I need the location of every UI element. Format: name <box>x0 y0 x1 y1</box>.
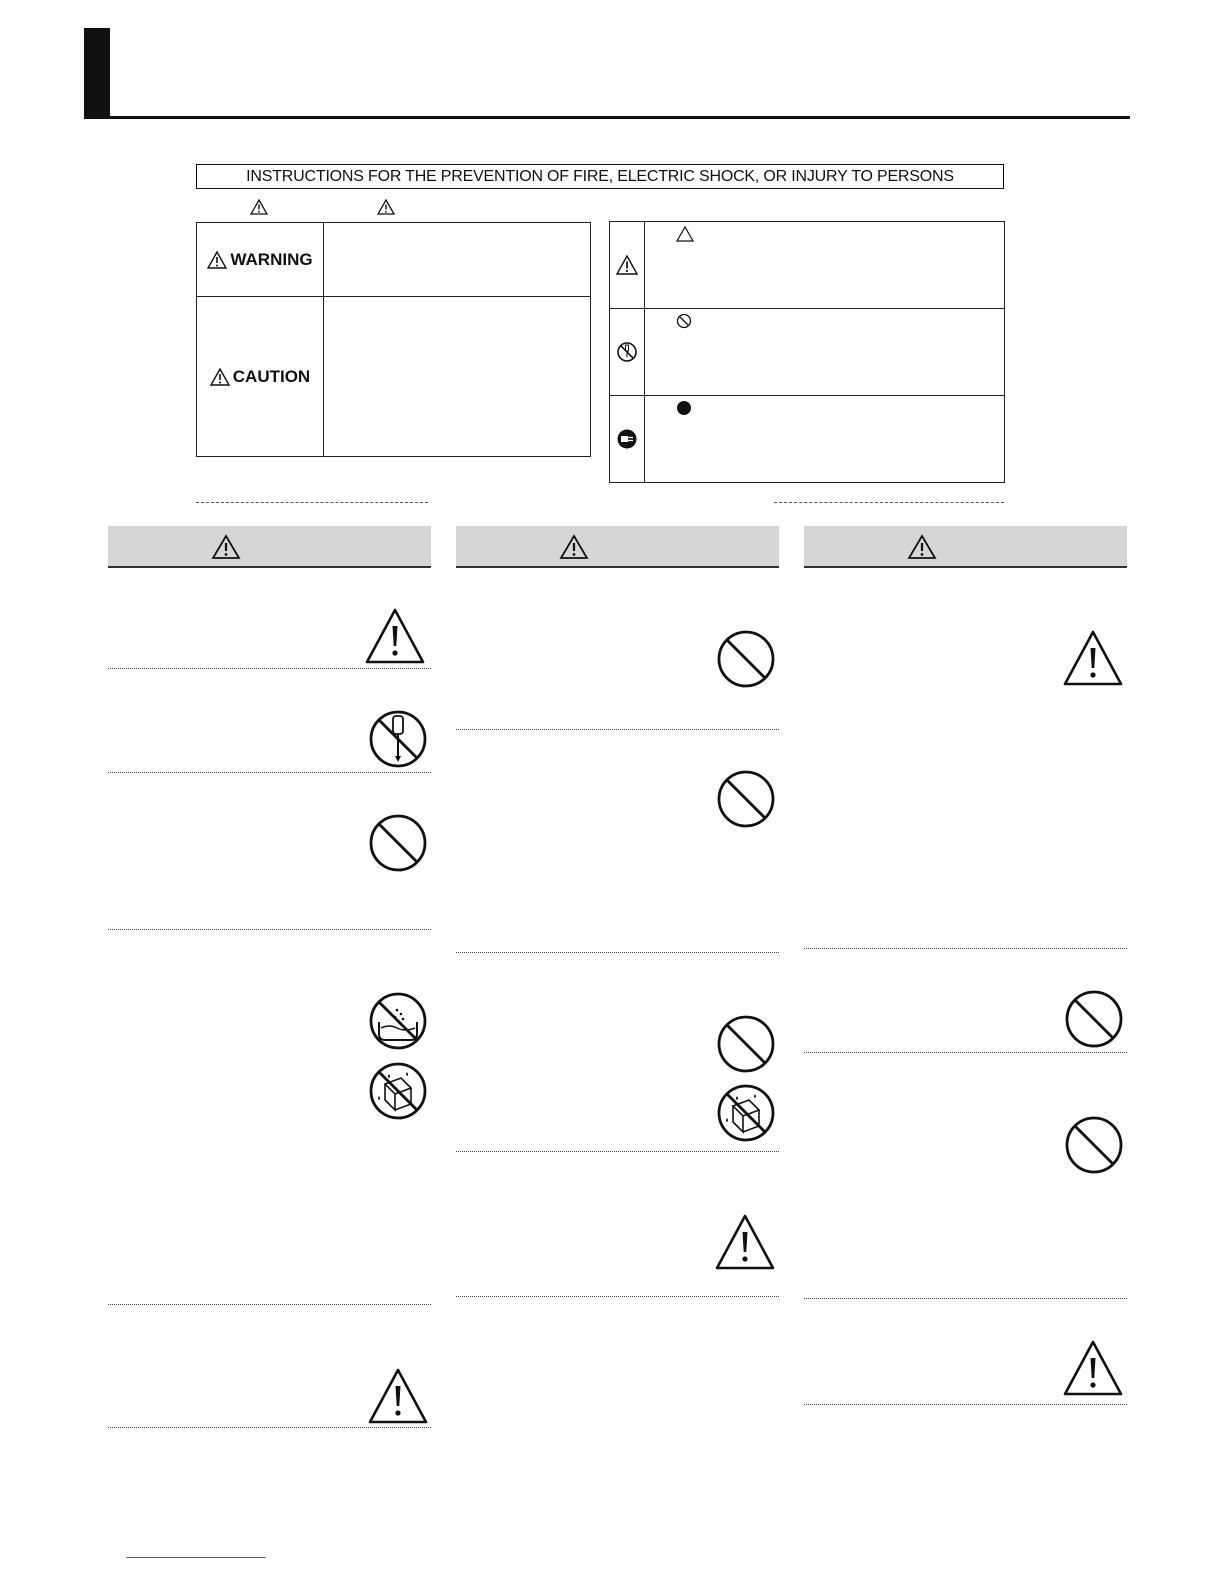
warning-triangle-icon <box>211 534 241 560</box>
definitions-table <box>196 222 591 457</box>
warning-triangle-icon <box>210 368 230 386</box>
instructions-banner: INSTRUCTIONS FOR THE PREVENTION OF FIRE, ELECTRIC SHOCK, OR INJURY TO PERSONS <box>196 164 1004 189</box>
warning-triangle-icon <box>377 199 395 215</box>
section-title-block <box>84 28 110 118</box>
dotted-separator <box>108 668 431 669</box>
prohibited-icon <box>676 313 692 329</box>
prohibited-icon <box>367 812 429 874</box>
footer-link-underline[interactable] <box>126 1557 266 1558</box>
symbols-table <box>609 221 1005 483</box>
column-header-1 <box>108 526 431 568</box>
prohibited-icon <box>1063 1114 1125 1176</box>
warning-triangle-icon <box>250 199 268 215</box>
dotted-separator <box>108 929 431 930</box>
caution-label: CAUTION <box>232 366 311 386</box>
column-header-2 <box>456 526 779 568</box>
prohibited-icon <box>715 1013 777 1075</box>
symbol-row-alert <box>610 222 1004 309</box>
warning-triangle-icon <box>367 1366 429 1428</box>
no-moisture-icon <box>367 1060 429 1122</box>
warning-triangle-icon <box>364 606 426 668</box>
prohibited-icon <box>715 768 777 830</box>
warning-label: WARNING <box>230 249 313 269</box>
warning-triangle-icon <box>714 1212 776 1274</box>
no-bathtub-icon <box>367 990 429 1052</box>
definition-row-caution <box>197 297 590 456</box>
warning-triangle-icon <box>616 255 638 275</box>
prohibited-icon <box>715 628 777 690</box>
dotted-separator <box>804 1404 1127 1405</box>
dashed-separator <box>774 502 1004 503</box>
definition-row-warning <box>197 223 590 297</box>
column-header-3 <box>804 526 1127 568</box>
warning-triangle-icon <box>559 534 589 560</box>
dotted-separator <box>804 948 1127 949</box>
prohibited-icon <box>1063 988 1125 1050</box>
symbol-row-mandatory <box>610 396 1004 482</box>
dotted-separator <box>804 1052 1127 1053</box>
section-title-rule <box>84 116 1130 119</box>
filled-circle-icon <box>676 400 692 416</box>
symbol-row-prohibited <box>610 309 1004 396</box>
warning-triangle-icon <box>1062 1338 1124 1400</box>
no-disassemble-icon <box>616 341 638 363</box>
caution-label-cell <box>197 297 324 456</box>
dotted-separator <box>108 1304 431 1305</box>
dotted-separator <box>804 1298 1127 1299</box>
warning-triangle-icon <box>1062 628 1124 690</box>
warning-label-cell <box>197 223 324 296</box>
dotted-separator <box>456 1151 779 1152</box>
warning-triangle-icon <box>207 251 227 269</box>
dotted-separator <box>108 772 431 773</box>
dotted-separator <box>456 1296 779 1297</box>
no-moisture-icon <box>715 1082 777 1144</box>
no-disassemble-icon <box>367 708 429 770</box>
warning-triangle-icon <box>907 534 937 560</box>
empty-triangle-icon <box>676 226 694 242</box>
dotted-separator <box>456 729 779 730</box>
dotted-separator <box>456 952 779 953</box>
dashed-separator <box>196 502 428 503</box>
unplug-icon <box>616 428 638 450</box>
